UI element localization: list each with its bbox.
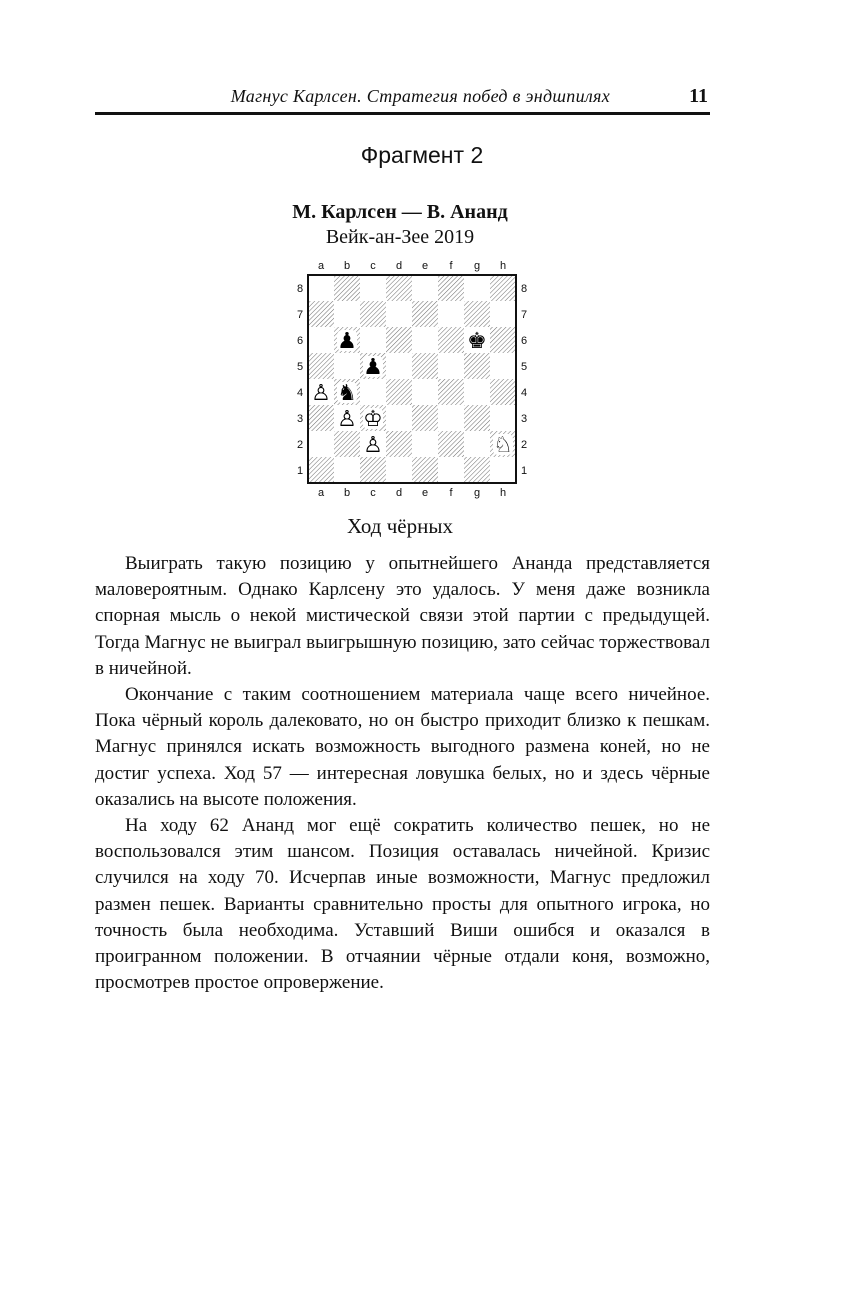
square-b2	[334, 431, 360, 457]
square-a6	[308, 327, 334, 353]
square-d8	[386, 275, 412, 301]
rank-label: 8	[520, 283, 528, 295]
file-label: b	[343, 487, 351, 499]
square-c4	[360, 379, 386, 405]
square-a1	[308, 457, 334, 483]
file-label: d	[395, 260, 403, 272]
square-e3	[412, 405, 438, 431]
game-players: М. Карлсен — В. Ананд	[292, 201, 508, 223]
square-f3	[438, 405, 464, 431]
rank-label: 2	[520, 439, 528, 451]
paragraph: На ходу 62 Ананд мог ещё сократить количество пешек, но не воспользовался этим шансом. Позиция оставалась ничейной. Кризис случился на ходу 70. Исчерпав иные возможности, Магнус предложил размен пешек. Варианты сравнительно просты для опытного игрока, но точность была необходима. Уставший Виши ошибся и оказался в проигранном положении. В отчаянии чёрные отдали коня, возможно, просмотрев простое опровержение.	[95, 815, 710, 994]
file-label: e	[421, 487, 429, 499]
square-h5	[490, 353, 516, 379]
square-d2	[386, 431, 412, 457]
running-title: Магнус Карлсен. Стратегия побед в эндшпилях	[230, 86, 610, 106]
square-e4	[412, 379, 438, 405]
square-f8	[438, 275, 464, 301]
square-d3	[386, 405, 412, 431]
rank-label: 7	[520, 309, 528, 321]
square-c8	[360, 275, 386, 301]
file-label: b	[343, 260, 351, 272]
square-h6	[490, 327, 516, 353]
white-pawn-icon: ♙	[337, 407, 357, 432]
file-label: g	[473, 260, 481, 272]
square-g4	[464, 379, 490, 405]
file-label: a	[317, 487, 325, 499]
file-label: a	[317, 260, 325, 272]
running-header	[95, 82, 710, 115]
fragment-title: Фрагмент 2	[360, 142, 484, 168]
rank-label: 8	[296, 283, 304, 295]
white-knight-icon: ♘	[493, 433, 513, 458]
black-king-icon: ♚	[467, 329, 487, 354]
paragraph: Окончание с таким соотношением материала чаще всего ничейное. Пока чёрный король далековато, но он быстро приходит близко к пешкам. Магнус принялся искать возможность выгодного размена коней, но не достиг успеха. Ход 57 — интересная ловушка белых, но и здесь чёрные оказались на высоте положения.	[95, 684, 710, 810]
file-label: c	[370, 260, 376, 272]
square-g2	[464, 431, 490, 457]
square-f2	[438, 431, 464, 457]
rank-label: 6	[520, 335, 528, 347]
rank-label: 4	[520, 387, 528, 399]
rank-label: 1	[296, 465, 304, 477]
file-label: h	[499, 260, 507, 272]
white-king-icon: ♔	[363, 407, 383, 432]
square-a8	[308, 275, 334, 301]
square-h7	[490, 301, 516, 327]
square-a2	[308, 431, 334, 457]
square-e5	[412, 353, 438, 379]
page-number: 11	[689, 85, 708, 107]
square-b8	[334, 275, 360, 301]
rank-label: 7	[296, 309, 304, 321]
rank-label: 5	[520, 361, 528, 373]
rank-label: 1	[520, 465, 528, 477]
square-e8	[412, 275, 438, 301]
square-d4	[386, 379, 412, 405]
black-knight-icon: ♞	[337, 381, 357, 406]
file-label: g	[473, 487, 481, 499]
square-d5	[386, 353, 412, 379]
square-a7	[308, 301, 334, 327]
rank-label: 3	[296, 413, 304, 425]
square-b5	[334, 353, 360, 379]
chess-diagram	[270, 255, 530, 506]
rank-label: 2	[296, 439, 304, 451]
square-g3	[464, 405, 490, 431]
square-h1	[490, 457, 516, 483]
black-pawn-icon: ♟	[337, 329, 357, 354]
square-g7	[464, 301, 490, 327]
rank-label: 5	[296, 361, 304, 373]
chess-board	[270, 255, 530, 501]
game-event: Вейк-ан-Зее 2019	[325, 226, 475, 248]
square-e2	[412, 431, 438, 457]
square-e7	[412, 301, 438, 327]
rank-label: 6	[296, 335, 304, 347]
file-label: f	[449, 487, 453, 499]
square-g5	[464, 353, 490, 379]
square-f1	[438, 457, 464, 483]
file-label: d	[395, 487, 403, 499]
square-e6	[412, 327, 438, 353]
square-a5	[308, 353, 334, 379]
square-d1	[386, 457, 412, 483]
white-pawn-icon: ♙	[363, 433, 383, 458]
square-b7	[334, 301, 360, 327]
board-caption: Ход чёрных	[347, 514, 453, 538]
square-f5	[438, 353, 464, 379]
black-pawn-icon: ♟	[363, 355, 383, 380]
square-h4	[490, 379, 516, 405]
paragraph: Выиграть такую позицию у опытнейшего Ананда представляется маловероятным. Однако Карлсену это удалось. У меня даже возникла спорная мысль о некой мистической связи этой партии с предыдущей. Тогда Магнус не выиграл выигрышную позицию, зато сейчас торжествовал в ничейной.	[95, 553, 710, 679]
file-label: f	[449, 260, 453, 272]
white-pawn-icon: ♙	[311, 381, 331, 406]
square-h3	[490, 405, 516, 431]
square-d7	[386, 301, 412, 327]
square-a3	[308, 405, 334, 431]
square-c1	[360, 457, 386, 483]
file-label: c	[370, 487, 376, 499]
board-squares	[308, 275, 516, 483]
rank-label: 3	[520, 413, 528, 425]
body-text	[95, 551, 710, 996]
square-c7	[360, 301, 386, 327]
square-c6	[360, 327, 386, 353]
square-f4	[438, 379, 464, 405]
file-label: h	[499, 487, 507, 499]
square-g1	[464, 457, 490, 483]
square-f7	[438, 301, 464, 327]
square-f6	[438, 327, 464, 353]
square-g8	[464, 275, 490, 301]
square-d6	[386, 327, 412, 353]
square-b1	[334, 457, 360, 483]
square-e1	[412, 457, 438, 483]
file-label: e	[421, 260, 429, 272]
rank-label: 4	[296, 387, 304, 399]
square-h8	[490, 275, 516, 301]
